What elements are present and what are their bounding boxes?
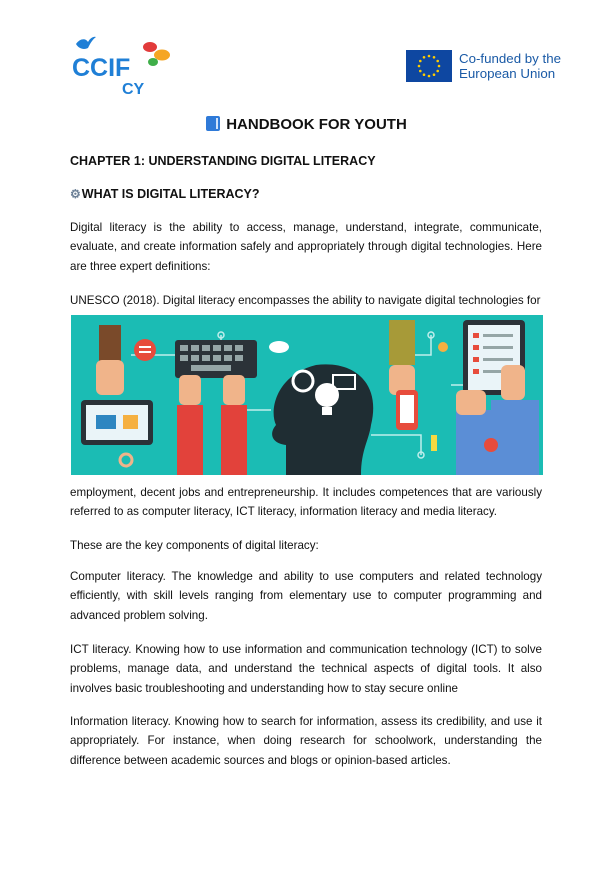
book-icon (206, 116, 220, 131)
gear-icon: ⚙ (70, 187, 81, 201)
paragraph-unesco-cont: employment, decent jobs and entrepreneurship. It includes competences that are variously referred to as computer literacy, ICT literacy, information literacy and media literacy. (70, 486, 542, 519)
page-title-text: HANDBOOK FOR YOUTH (226, 116, 407, 133)
paragraph-components-intro: These are the key components of digital literacy: (70, 539, 319, 552)
paragraph-information-literacy: Information literacy. Knowing how to search for information, assess its credibility, and use it appropriately. For instance, when doing research for schoolwork, understanding the difference between academic sources and blogs or opinion-based articles. (70, 715, 542, 767)
section-heading-text: WHAT IS DIGITAL LITERACY? (81, 187, 260, 201)
paragraph-intro: Digital literacy is the ability to access, manage, understand, integrate, communicate, evaluate, and create information safely and appropriately through digital technologies. Here are three expert definitions: (70, 221, 542, 273)
chapter-heading: CHAPTER 1: UNDERSTANDING DIGITAL LITERACY (70, 154, 376, 168)
paragraph-ict-literacy: ICT literacy. Knowing how to use information and communication technology (ICT) to solve problems, manage data, and understand the technical aspects of digital tools. It also involves basic troubleshooting and understanding how to stay secure online (70, 643, 542, 695)
paragraph-computer-literacy: Computer literacy. The knowledge and ability to use computers and related technology efficiently, with skill levels ranging from elementary use to computer programming and advanced problem solving. (70, 570, 542, 622)
page-title (0, 116, 613, 133)
ccif-logo (70, 34, 180, 98)
eu-line-2: European Union (459, 66, 556, 81)
digital-literacy-illustration (71, 315, 543, 475)
paragraph-unesco: UNESCO (2018). Digital literacy encompasses the ability to navigate digital technologies for (70, 294, 541, 307)
logo-main-text: CCIF (72, 54, 131, 82)
eu-cofunded-logo (406, 48, 586, 84)
logo-sub-text: CY (122, 81, 145, 98)
eu-flag-icon (406, 50, 452, 82)
eu-line-1: Co-funded by the (459, 51, 562, 66)
section-heading (70, 187, 260, 201)
